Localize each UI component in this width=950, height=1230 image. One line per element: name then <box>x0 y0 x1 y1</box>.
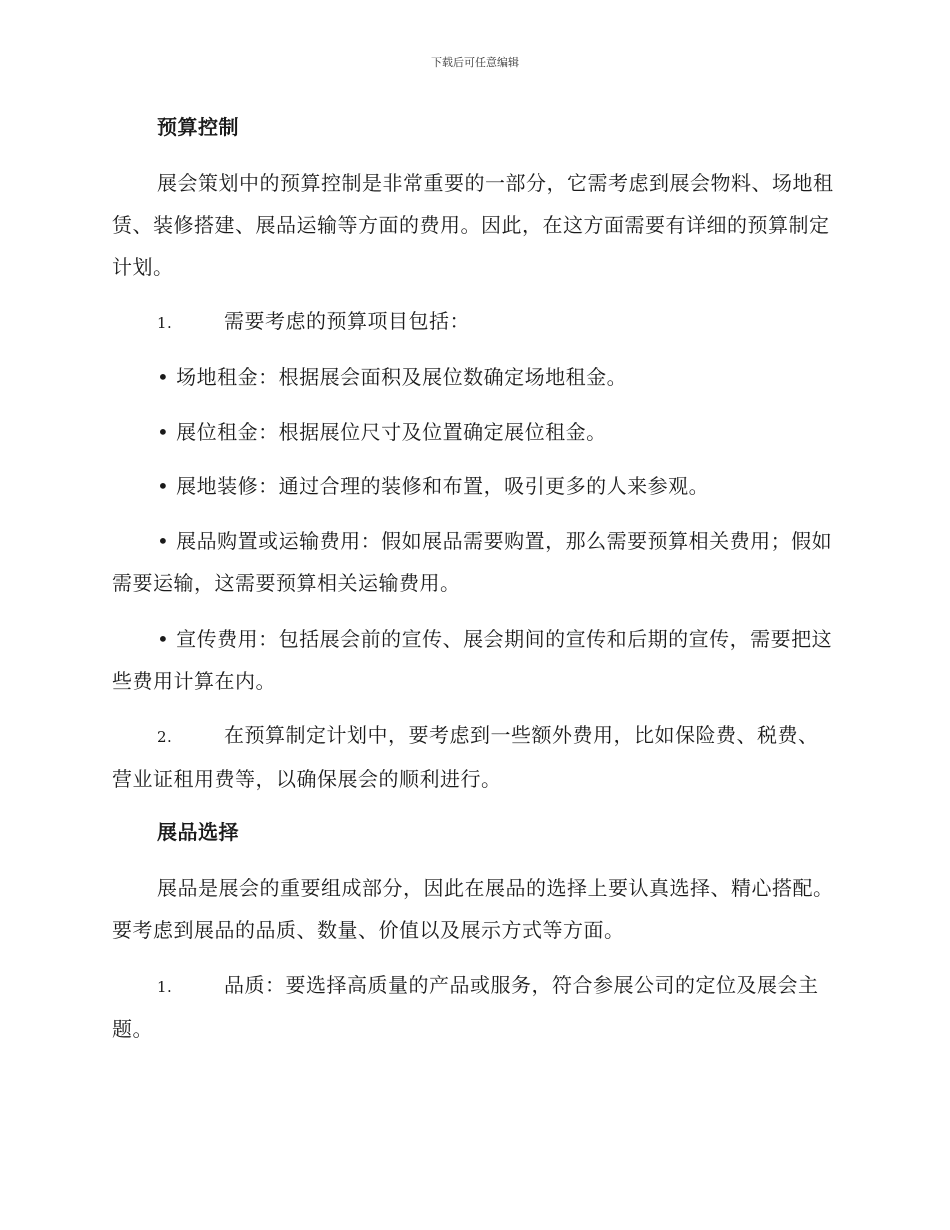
page-header: 下载后可任意编辑 <box>431 56 519 69</box>
bullet-booth-rent: • 展位租金：根据展位尺寸及位置确定展位租金。 <box>157 420 607 444</box>
section-title-budget: 预算控制 <box>157 115 239 139</box>
bullet-venue-rent: • 场地租金：根据展会面积及展位数确定场地租金。 <box>157 365 628 389</box>
bullet-exhibit-cost: • 展品购置或运输费用：假如展品需要购置，那么需要预算相关费用；假如需要运输，这需要预算相关运输费用。 <box>112 529 833 595</box>
bullet-promotion-cost: • 宣传费用：包括展会前的宣传、展会期间的宣传和后期的宣传，需要把这些费用计算在内。 <box>112 627 833 693</box>
numbered-item-1 <box>112 300 834 344</box>
item-text: 在预算制定计划中，要考虑到一些额外费用，比如保险费、税费、营业证租用费等，以确保展会的顺利进行。 <box>112 723 819 791</box>
item-number: 1. <box>157 314 173 332</box>
paragraph-budget-intro: 展会策划中的预算控制是非常重要的一部分，它需考虑到展会物料、场地租赁、装修搭建、展品运输等方面的费用。因此，在这方面需要有详细的预算制定计划。 <box>112 171 834 279</box>
paragraph-exhibits-intro: 展品是展会的重要组成部分，因此在展品的选择上要认真选择、精心搭配。要考虑到展品的品质、数量、价值以及展示方式等方面。 <box>112 876 834 942</box>
item-text: 需要考虑的预算项目包括： <box>224 309 470 333</box>
item-number: 1. <box>157 978 173 996</box>
item-text: 品质：要选择高质量的产品或服务，符合参展公司的定位及展会主题。 <box>112 973 819 1041</box>
item-number: 2. <box>157 728 173 746</box>
bullet-decoration: • 展地装修：通过合理的装修和布置，吸引更多的人来参观。 <box>157 474 710 498</box>
numbered-item-quality <box>112 964 834 1050</box>
numbered-item-2 <box>112 714 834 800</box>
section-title-exhibits: 展品选择 <box>157 820 239 844</box>
